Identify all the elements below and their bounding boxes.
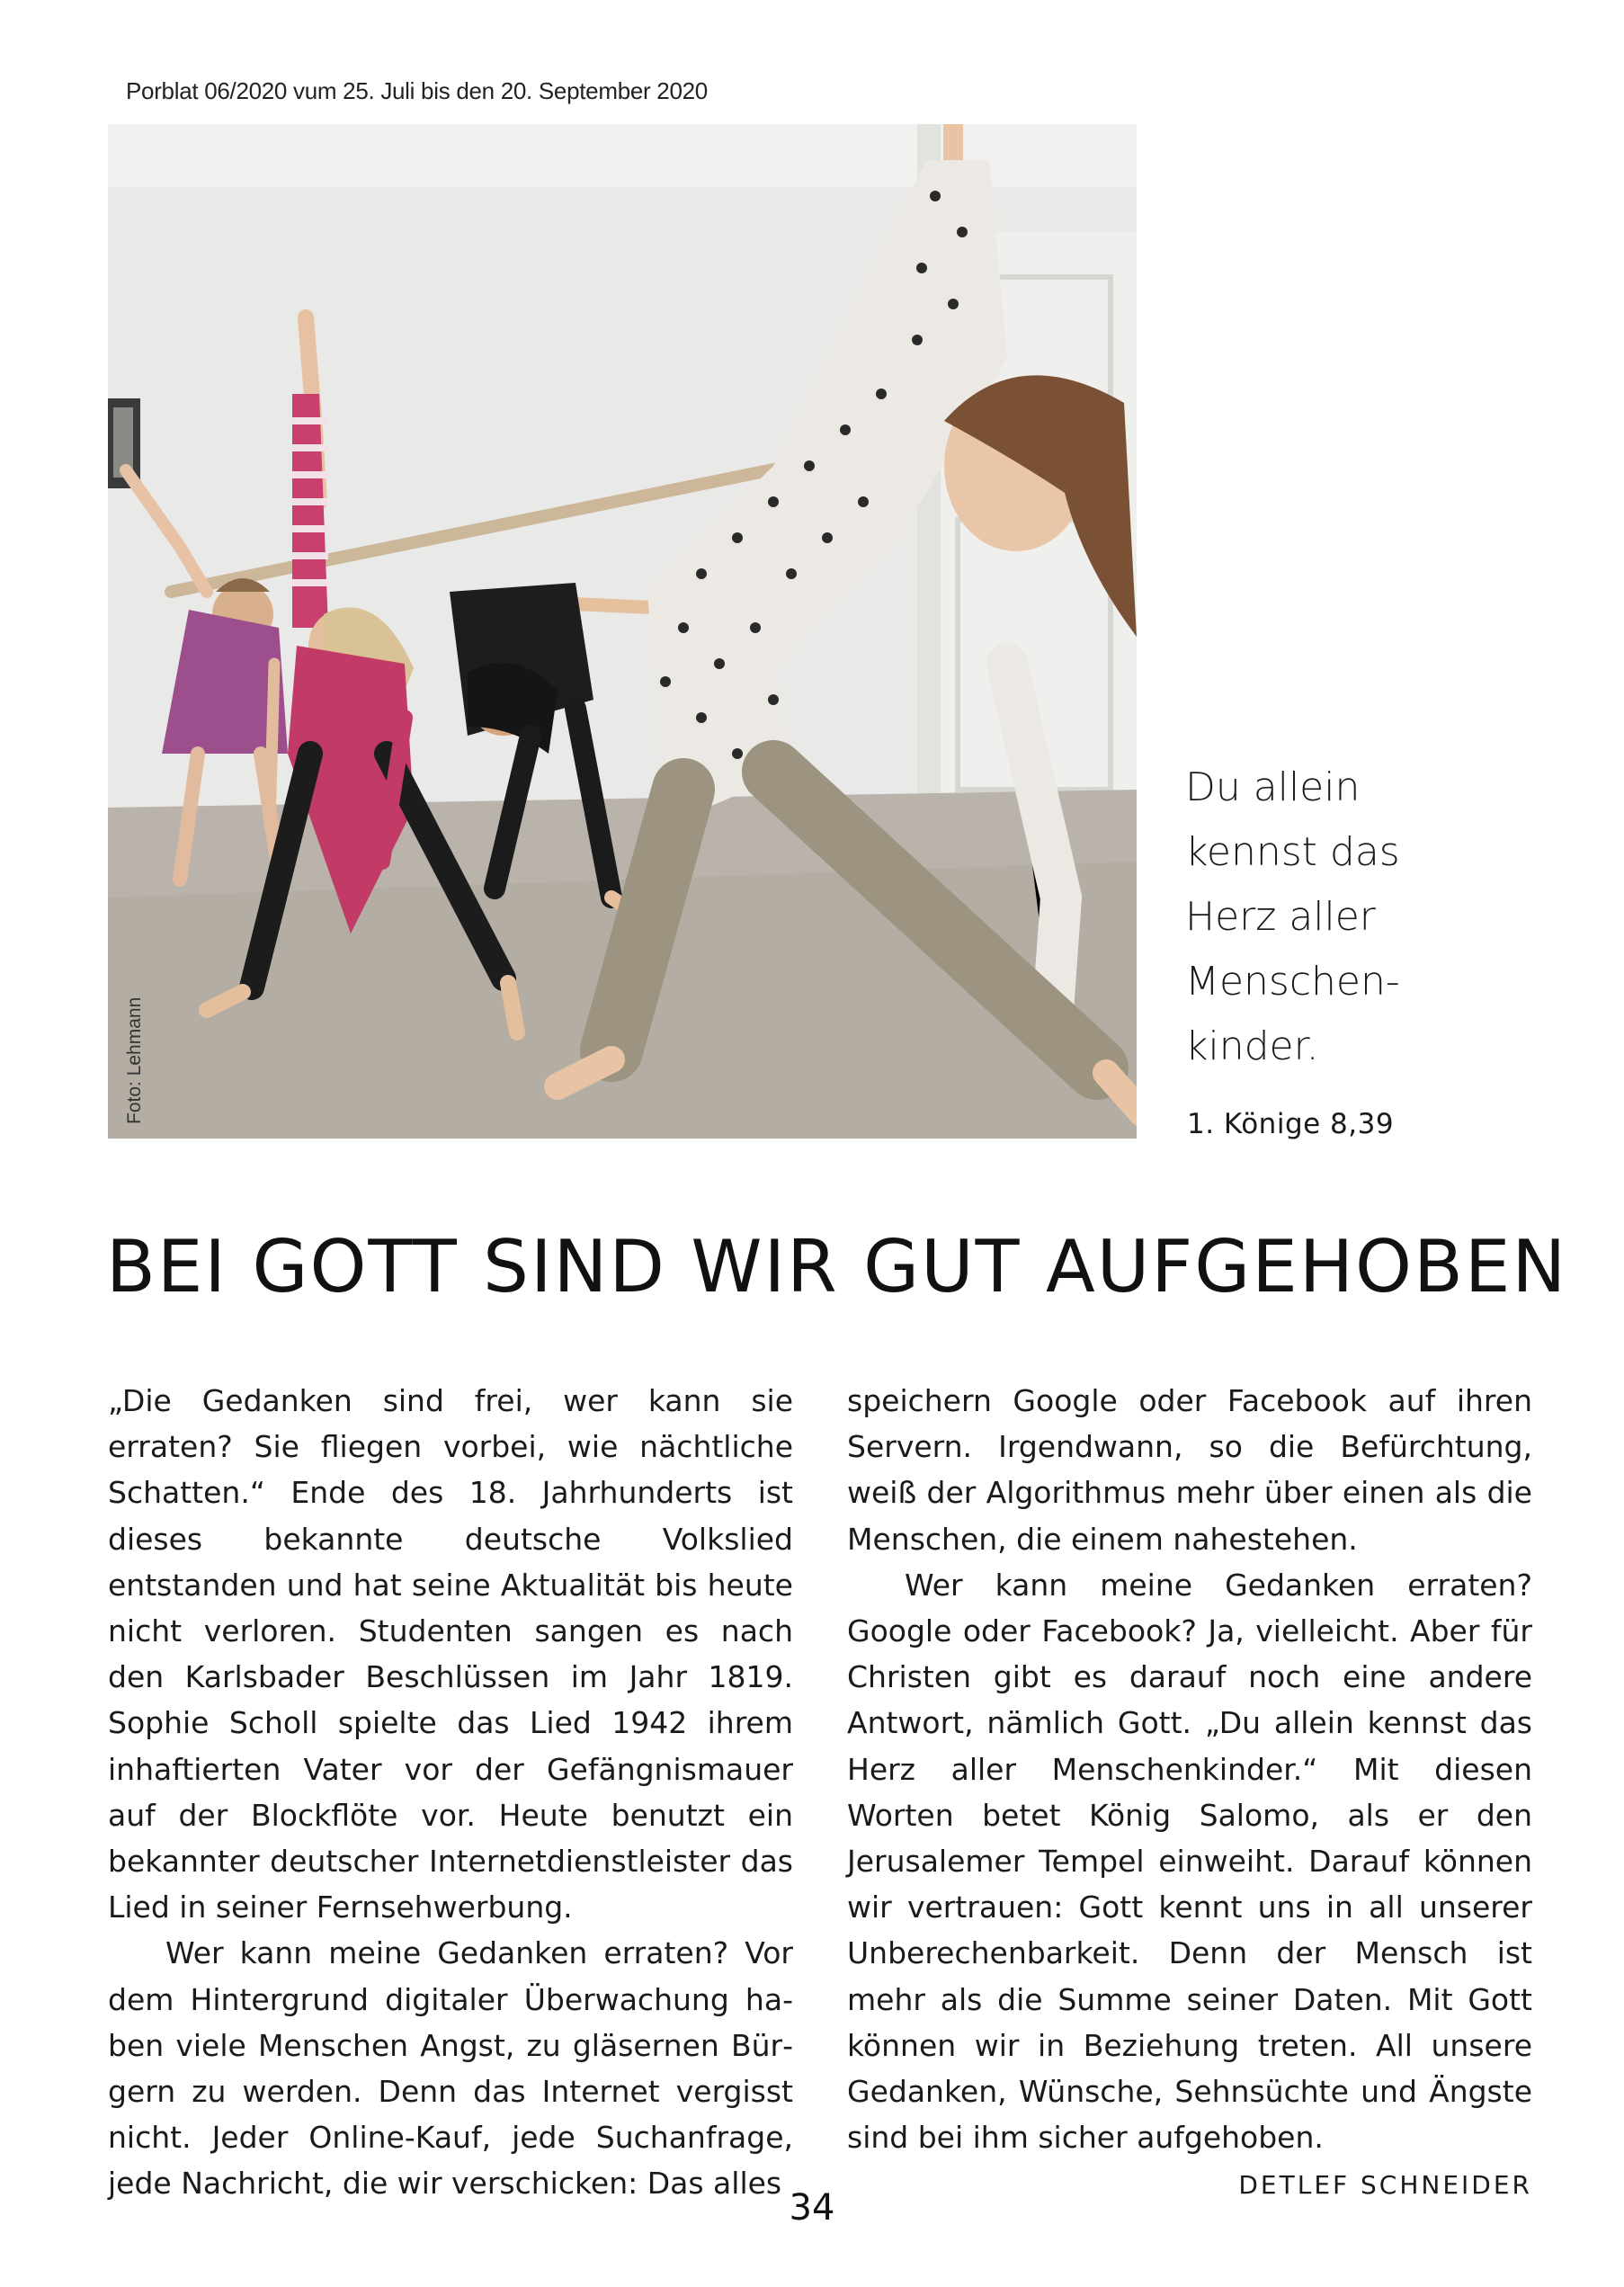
verse-line: Du allein [1185,764,1361,810]
paragraph-text: Wer kann meine Gedanken erraten? Google oder Facebook? Ja, vielleicht. Aber für Christen gibt es darauf noch eine andere Antwort, nämlich Gott. „Du allein kennst das Herz aller Menschenkinder.“ Mit diesen Worten betet König Salomo, als er den Jerusalemer Tempel einweiht. Darauf können wir vertrauen: Gott kennt uns in all unserer Unberechenbarkeit. Denn der Mensch ist mehr als die Summe seiner Daten. Mit Gott können wir in Beziehung treten. All unsere Gedanken, Wünsche, Sehnsüchte und Ängste sind bei ihm sicher aufgehoben. [847,1567,1532,2156]
author-byline: DETLEF SCHNEIDER [1238,2170,1532,2201]
article-headline: BEI GOTT SIND WIR GUT AUFGEHOBEN [106,1225,1568,1309]
paragraph: speichern Google oder Facebook auf ihren Servern. Irgendwann, so die Befürchtung, weiß der Algorithmus mehr über einen als die Menschen, die einem nahestehen. [847,1383,1532,1557]
bible-verse [1185,755,1581,1079]
paragraph [847,1562,1532,2201]
paragraph: Wer kann meine Gedanken erraten? Vor dem Hintergrund digitaler Überwachung haben viele Menschen Angst, zu gläsernen Bürgern zu werden. Denn das Internet vergisst nicht. Jeder Online-Kauf, jede Suchanfrage, jede Nachricht, die wir verschicken: Das alles [108,1935,793,2202]
verse-line: Menschen- [1185,959,1400,1005]
verse-line: kennst das [1185,829,1400,875]
photo-credit: Foto: Lehmann [124,996,145,1124]
article-column-left [108,1378,793,2207]
article-column-right [847,1378,1532,2209]
verse-reference: 1. Könige 8,39 [1187,1108,1395,1140]
verse-line: kinder. [1185,1023,1319,1069]
running-head: Porblat 06/2020 vum 25. Juli bis den 20. September 2020 [126,77,708,104]
page-number: 34 [789,2187,835,2229]
paragraph: „Die Gedanken sind frei, wer kann sie erraten? Sie fliegen vorbei, wie nächtliche Schatten.“ Ende des 18. Jahrhunderts ist dieses bekannte deutsche Volkslied entstanden und hat seine Aktualität bis heute nicht verloren. Studenten sangen es nach den Karlsbader Beschlüssen im Jahr 1819. Sophie Scholl spielte das Lied 1942 ihrem inhaftierten Vater vor der Gefängnismauer auf der Blockflöte vor. Heute benutzt ein bekannter deutscher Internetdienstleister das Lied in seiner Fernsehwerbung. [108,1383,793,1925]
verse-line: Herz aller [1185,894,1376,940]
children-stretching-photo [108,124,1137,1139]
